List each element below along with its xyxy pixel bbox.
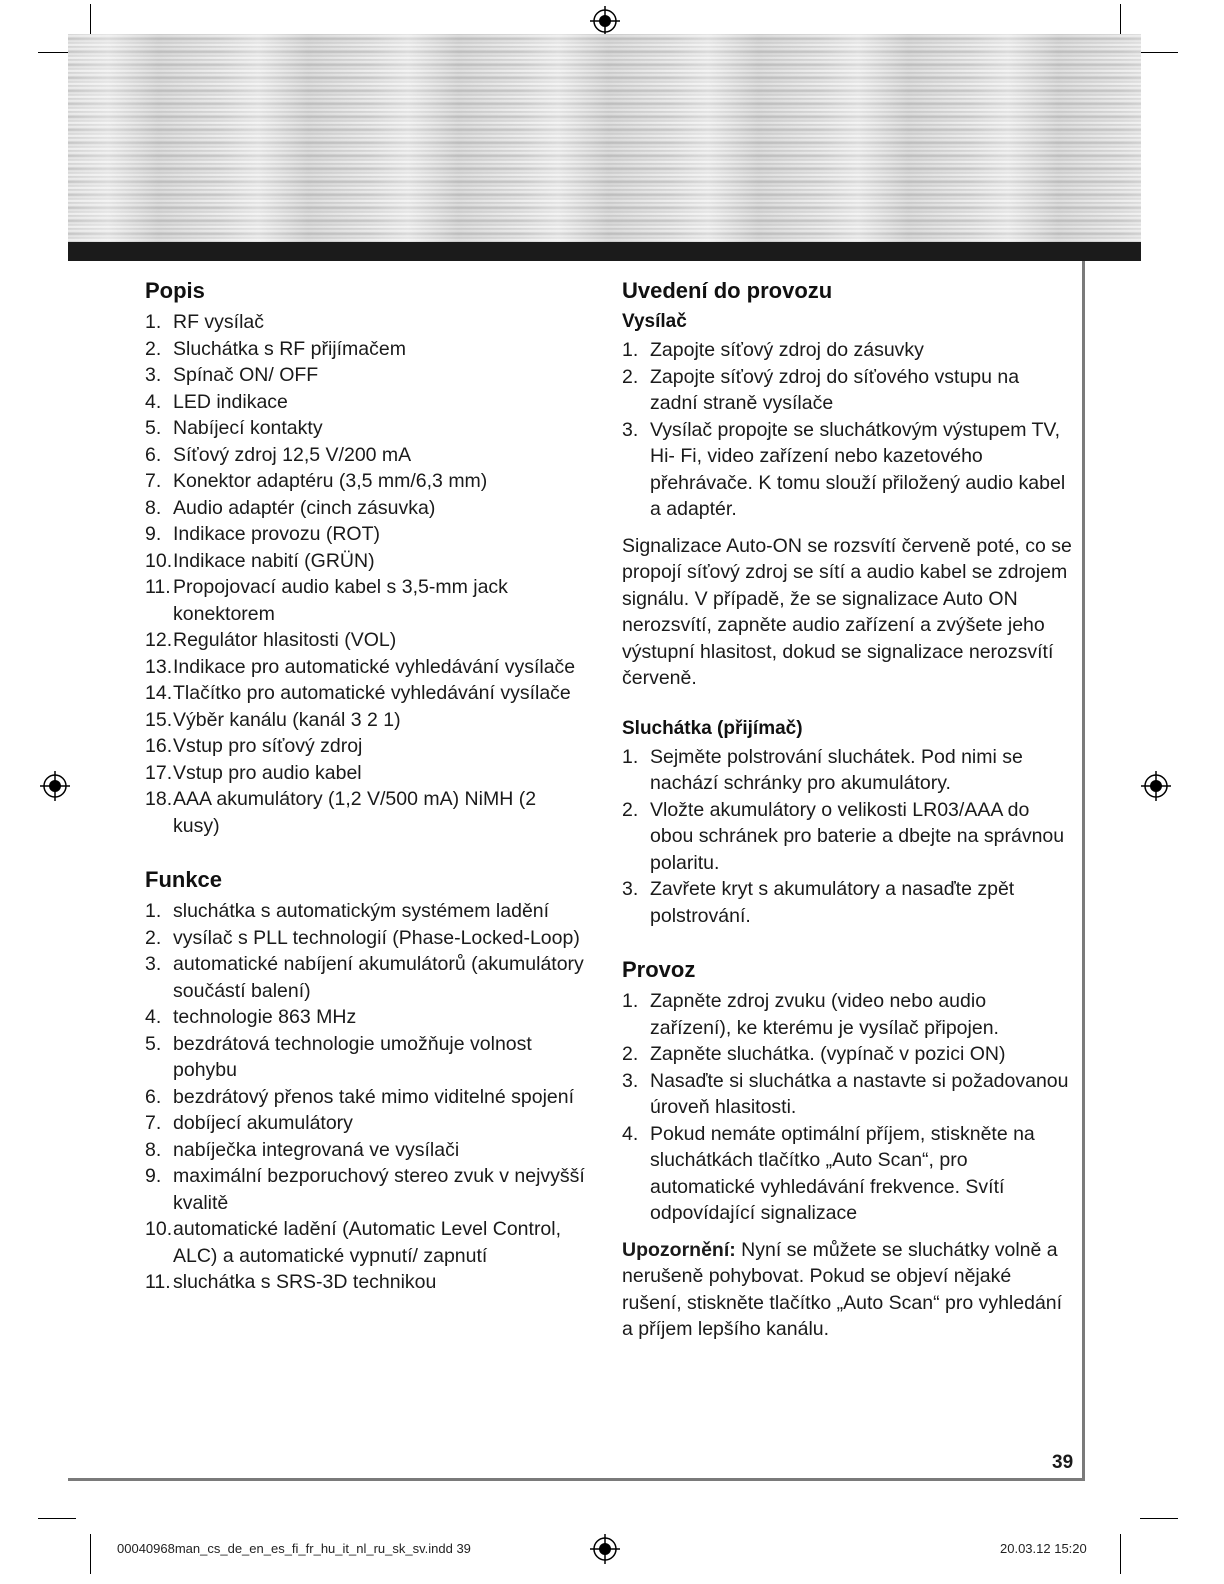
list-item-text: Vysílač propojte se sluchátkovým výstupem TV, Hi- Fi, video zařízení nebo kazetového přehrávače. K tomu slouží přiložený audio kabel a adaptér. [650, 418, 1066, 520]
list-item [145, 442, 585, 469]
list-item-number: 3. [622, 1069, 639, 1092]
crop-mark [1140, 1518, 1178, 1519]
crop-mark [90, 1534, 91, 1574]
list-item-text: Síťový zdroj 12,5 V/200 mA [173, 443, 412, 466]
list-item [145, 898, 585, 925]
list-item-number: 6. [145, 443, 162, 466]
list-item [145, 925, 585, 952]
list-item-number: 16. [145, 735, 173, 757]
list-item-number: 1. [622, 990, 639, 1012]
list-item-text: Výběr kanálu (kanál 3 2 1) [173, 708, 401, 731]
list-item-text: AAA akumulátory (1,2 V/500 mA) NiMH (2 kusy) [173, 788, 537, 837]
list-item [145, 1269, 585, 1296]
list-item-text: Zapojte síťový zdroj do síťového vstupu na zadní straně vysílače [650, 365, 1020, 414]
list-item-text: Vstup pro síťový zdroj [173, 735, 363, 757]
list-item-number: 5. [145, 417, 162, 439]
list-item-number: 3. [622, 418, 639, 441]
page-frame-bottom [68, 1478, 1085, 1481]
list-item [145, 521, 585, 548]
list-item-number: 11. [145, 576, 171, 598]
list-item-number: 9. [145, 523, 162, 545]
list-item [145, 1110, 585, 1137]
list-item-text: dobíjecí akumulátory [173, 1112, 353, 1134]
list-item-number: 1. [145, 900, 162, 922]
list-item-number: 2. [622, 365, 639, 388]
note-label: Upozornění: [622, 1238, 736, 1261]
list-item-number: 15. [145, 708, 173, 731]
left-column [145, 276, 585, 1296]
list-item-text: nabíječka integrovaná ve vysílači [173, 1138, 460, 1161]
list-item-text: Indikace provozu (ROT) [173, 523, 380, 545]
note-paragraph [622, 1237, 1072, 1343]
list-item [145, 336, 585, 363]
list-item [622, 337, 1072, 364]
list-item-number: 1. [145, 311, 162, 333]
list-item [622, 988, 1072, 1041]
list-item-text: Zapojte síťový zdroj do zásuvky [650, 339, 924, 361]
list-item-number: 2. [145, 926, 162, 949]
list-item [145, 707, 585, 734]
list-item-number: 4. [145, 1006, 162, 1028]
list-item-text: vysílač s PLL technologií (Phase-Locked-Loop) [173, 926, 580, 949]
list-item-text: Vstup pro audio kabel [173, 761, 362, 784]
right-column [622, 276, 1072, 1343]
list-item-number: 2. [622, 1043, 639, 1065]
list-item-number: 10. [145, 549, 173, 572]
list-item [145, 1031, 585, 1084]
list-item-text: Sejměte polstrování sluchátek. Pod nimi se nachází schránky pro akumulátory. [650, 745, 1023, 794]
list-item [145, 1163, 585, 1216]
registration-mark-icon [590, 6, 620, 36]
list-item-number: 12. [145, 629, 173, 651]
list-item [145, 680, 585, 707]
list-item-text: bezdrátový přenos také mimo viditelné spojení [173, 1085, 575, 1108]
list-item-text: Tlačítko pro automatické vyhledávání vysílače [173, 682, 571, 704]
list-item [145, 627, 585, 654]
list-item-text: automatické ladění (Automatic Level Control, ALC) a automatické vypnutí/ zapnutí [173, 1218, 562, 1267]
registration-mark-icon [40, 771, 70, 801]
section-title-popis: Popis [145, 278, 205, 303]
crop-mark [1140, 52, 1178, 53]
page-frame-right [1082, 261, 1085, 1481]
crop-mark [38, 1518, 76, 1519]
section-title-funkce: Funkce [145, 867, 223, 892]
registration-mark-icon [1141, 771, 1171, 801]
list-item-text: bezdrátová technologie umožňuje volnost pohybu [173, 1032, 532, 1081]
list-item-number: 8. [145, 496, 162, 519]
list-item [145, 951, 585, 1004]
list-item [145, 1004, 585, 1031]
list-item [622, 797, 1072, 877]
crop-mark [1120, 1534, 1121, 1574]
list-item-number: 3. [622, 878, 639, 900]
list-item-text: sluchátka s automatickým systémem ladění [173, 900, 550, 922]
list-item-number: 6. [145, 1085, 162, 1108]
list-item-text: LED indikace [173, 390, 288, 413]
list-item-number: 10. [145, 1218, 173, 1240]
list-item-text: Regulátor hlasitosti (VOL) [173, 629, 397, 651]
list-item-text: Zavřete kryt s akumulátory a nasaďte zpět polstrování. [650, 878, 1015, 927]
footer-filename: 00040968man_cs_de_en_es_fi_fr_hu_it_nl_ru_sk_sv.indd 39 [117, 1541, 471, 1556]
auto-on-paragraph: Signalizace Auto-ON se rozsvítí červeně poté, co se propojí síťový zdroj se sítí a audio kabel se zdrojem signálu. V případě, že se signalizace Auto ON nerozsvítí, zapněte audio zařízení a zvýšete jeho výstupní hlasitost, dokud se signalizace nerozsvítí červeně. [622, 534, 1072, 689]
list-item [145, 362, 585, 389]
sluchatka-list [622, 744, 1072, 930]
list-item-text: Vložte akumulátory o velikosti LR03/AAA do obou schránek pro baterie a dbejte na správnou polaritu. [650, 798, 1065, 874]
header-banner-texture [68, 34, 1141, 242]
subsection-title-sluchatka: Sluchátka (přijímač) [622, 717, 803, 739]
list-item-number: 9. [145, 1165, 162, 1187]
vysilac-list [622, 337, 1072, 523]
list-item-text: maximální bezporuchový stereo zvuk v nejvyšší kvalitě [173, 1165, 585, 1214]
list-item-number: 17. [145, 761, 173, 784]
list-item-text: Zapněte zdroj zvuku (video nebo audio zařízení), ke kterému je vysílač připojen. [650, 990, 999, 1039]
list-item-number: 11. [145, 1271, 171, 1293]
note-text: Nyní se můžete se sluchátky volně a nerušeně pohybovat. Pokud se objeví nějaké rušení, stiskněte tlačítko „Auto Scan“ pro vyhledání a příjem lepšího kanálu. [622, 1238, 1063, 1340]
list-item-text: Spínač ON/ OFF [173, 364, 319, 386]
list-item-number: 4. [622, 1122, 639, 1145]
list-item-text: sluchátka s SRS-3D technikou [173, 1271, 437, 1293]
list-item [145, 548, 585, 575]
list-item-number: 4. [145, 390, 162, 413]
list-item-number: 1. [622, 339, 639, 361]
list-item-text: Sluchátka s RF přijímačem [173, 337, 406, 360]
list-item-number: 2. [145, 337, 162, 360]
list-item-text: Indikace nabití (GRÜN) [173, 549, 375, 572]
list-item-number: 1. [622, 745, 639, 768]
list-item-text: Konektor adaptéru (3,5 mm/6,3 mm) [173, 470, 488, 492]
list-item-text: RF vysílač [173, 311, 265, 333]
list-item [145, 760, 585, 787]
list-item-number: 14. [145, 682, 173, 704]
list-item-number: 7. [145, 470, 162, 492]
list-item [622, 1068, 1072, 1121]
list-item-number: 3. [145, 953, 162, 975]
list-item-text: Propojovací audio kabel s 3,5-mm jack konektorem [173, 576, 508, 625]
registration-mark-icon [590, 1534, 620, 1564]
list-item-text: Audio adaptér (cinch zásuvka) [173, 496, 436, 519]
provoz-list [622, 988, 1072, 1227]
list-item-text: Zapněte sluchátka. (vypínač v pozici ON) [650, 1043, 1006, 1065]
list-item [622, 1121, 1072, 1227]
list-item [145, 1084, 585, 1111]
list-item [145, 1216, 585, 1269]
list-item [145, 468, 585, 495]
list-item [145, 389, 585, 416]
list-item-text: technologie 863 MHz [173, 1006, 357, 1028]
list-item [145, 1137, 585, 1164]
list-item-text: Nasaďte si sluchátka a nastavte si požadovanou úroveň hlasitosti. [650, 1069, 1069, 1118]
list-item-number: 2. [622, 798, 639, 821]
list-item [145, 574, 585, 627]
list-item [145, 415, 585, 442]
list-item [622, 1041, 1072, 1068]
header-bar [68, 242, 1141, 261]
list-item [145, 495, 585, 522]
list-item [145, 654, 585, 681]
subsection-title-vysilac: Vysílač [622, 311, 687, 332]
page-number: 39 [1052, 1452, 1074, 1473]
section-title-uvedeni: Uvedení do provozu [622, 278, 833, 303]
list-item [145, 786, 585, 839]
list-item [622, 744, 1072, 797]
list-item-text: Pokud nemáte optimální příjem, stiskněte na sluchátkách tlačítko „Auto Scan“, pro automatické vyhledávání frekvence. Svítí odpovídající signalizace [650, 1122, 1035, 1224]
list-item [622, 876, 1072, 929]
popis-list [145, 309, 585, 839]
list-item [145, 733, 585, 760]
footer-datetime: 20.03.12 15:20 [1000, 1541, 1087, 1556]
funkce-list [145, 898, 585, 1296]
list-item-text: Nabíjecí kontakty [173, 417, 323, 439]
list-item [145, 309, 585, 336]
list-item-number: 18. [145, 788, 173, 810]
list-item-text: automatické nabíjení akumulátorů (akumulátory součástí balení) [173, 953, 584, 1002]
list-item-number: 3. [145, 364, 162, 386]
list-item-text: Indikace pro automatické vyhledávání vysílače [173, 655, 576, 678]
list-item-number: 7. [145, 1112, 162, 1134]
list-item-number: 8. [145, 1138, 162, 1161]
list-item [622, 417, 1072, 523]
list-item [622, 364, 1072, 417]
list-item-number: 5. [145, 1032, 162, 1055]
list-item-number: 13. [145, 655, 173, 678]
section-title-provoz: Provoz [622, 957, 696, 982]
